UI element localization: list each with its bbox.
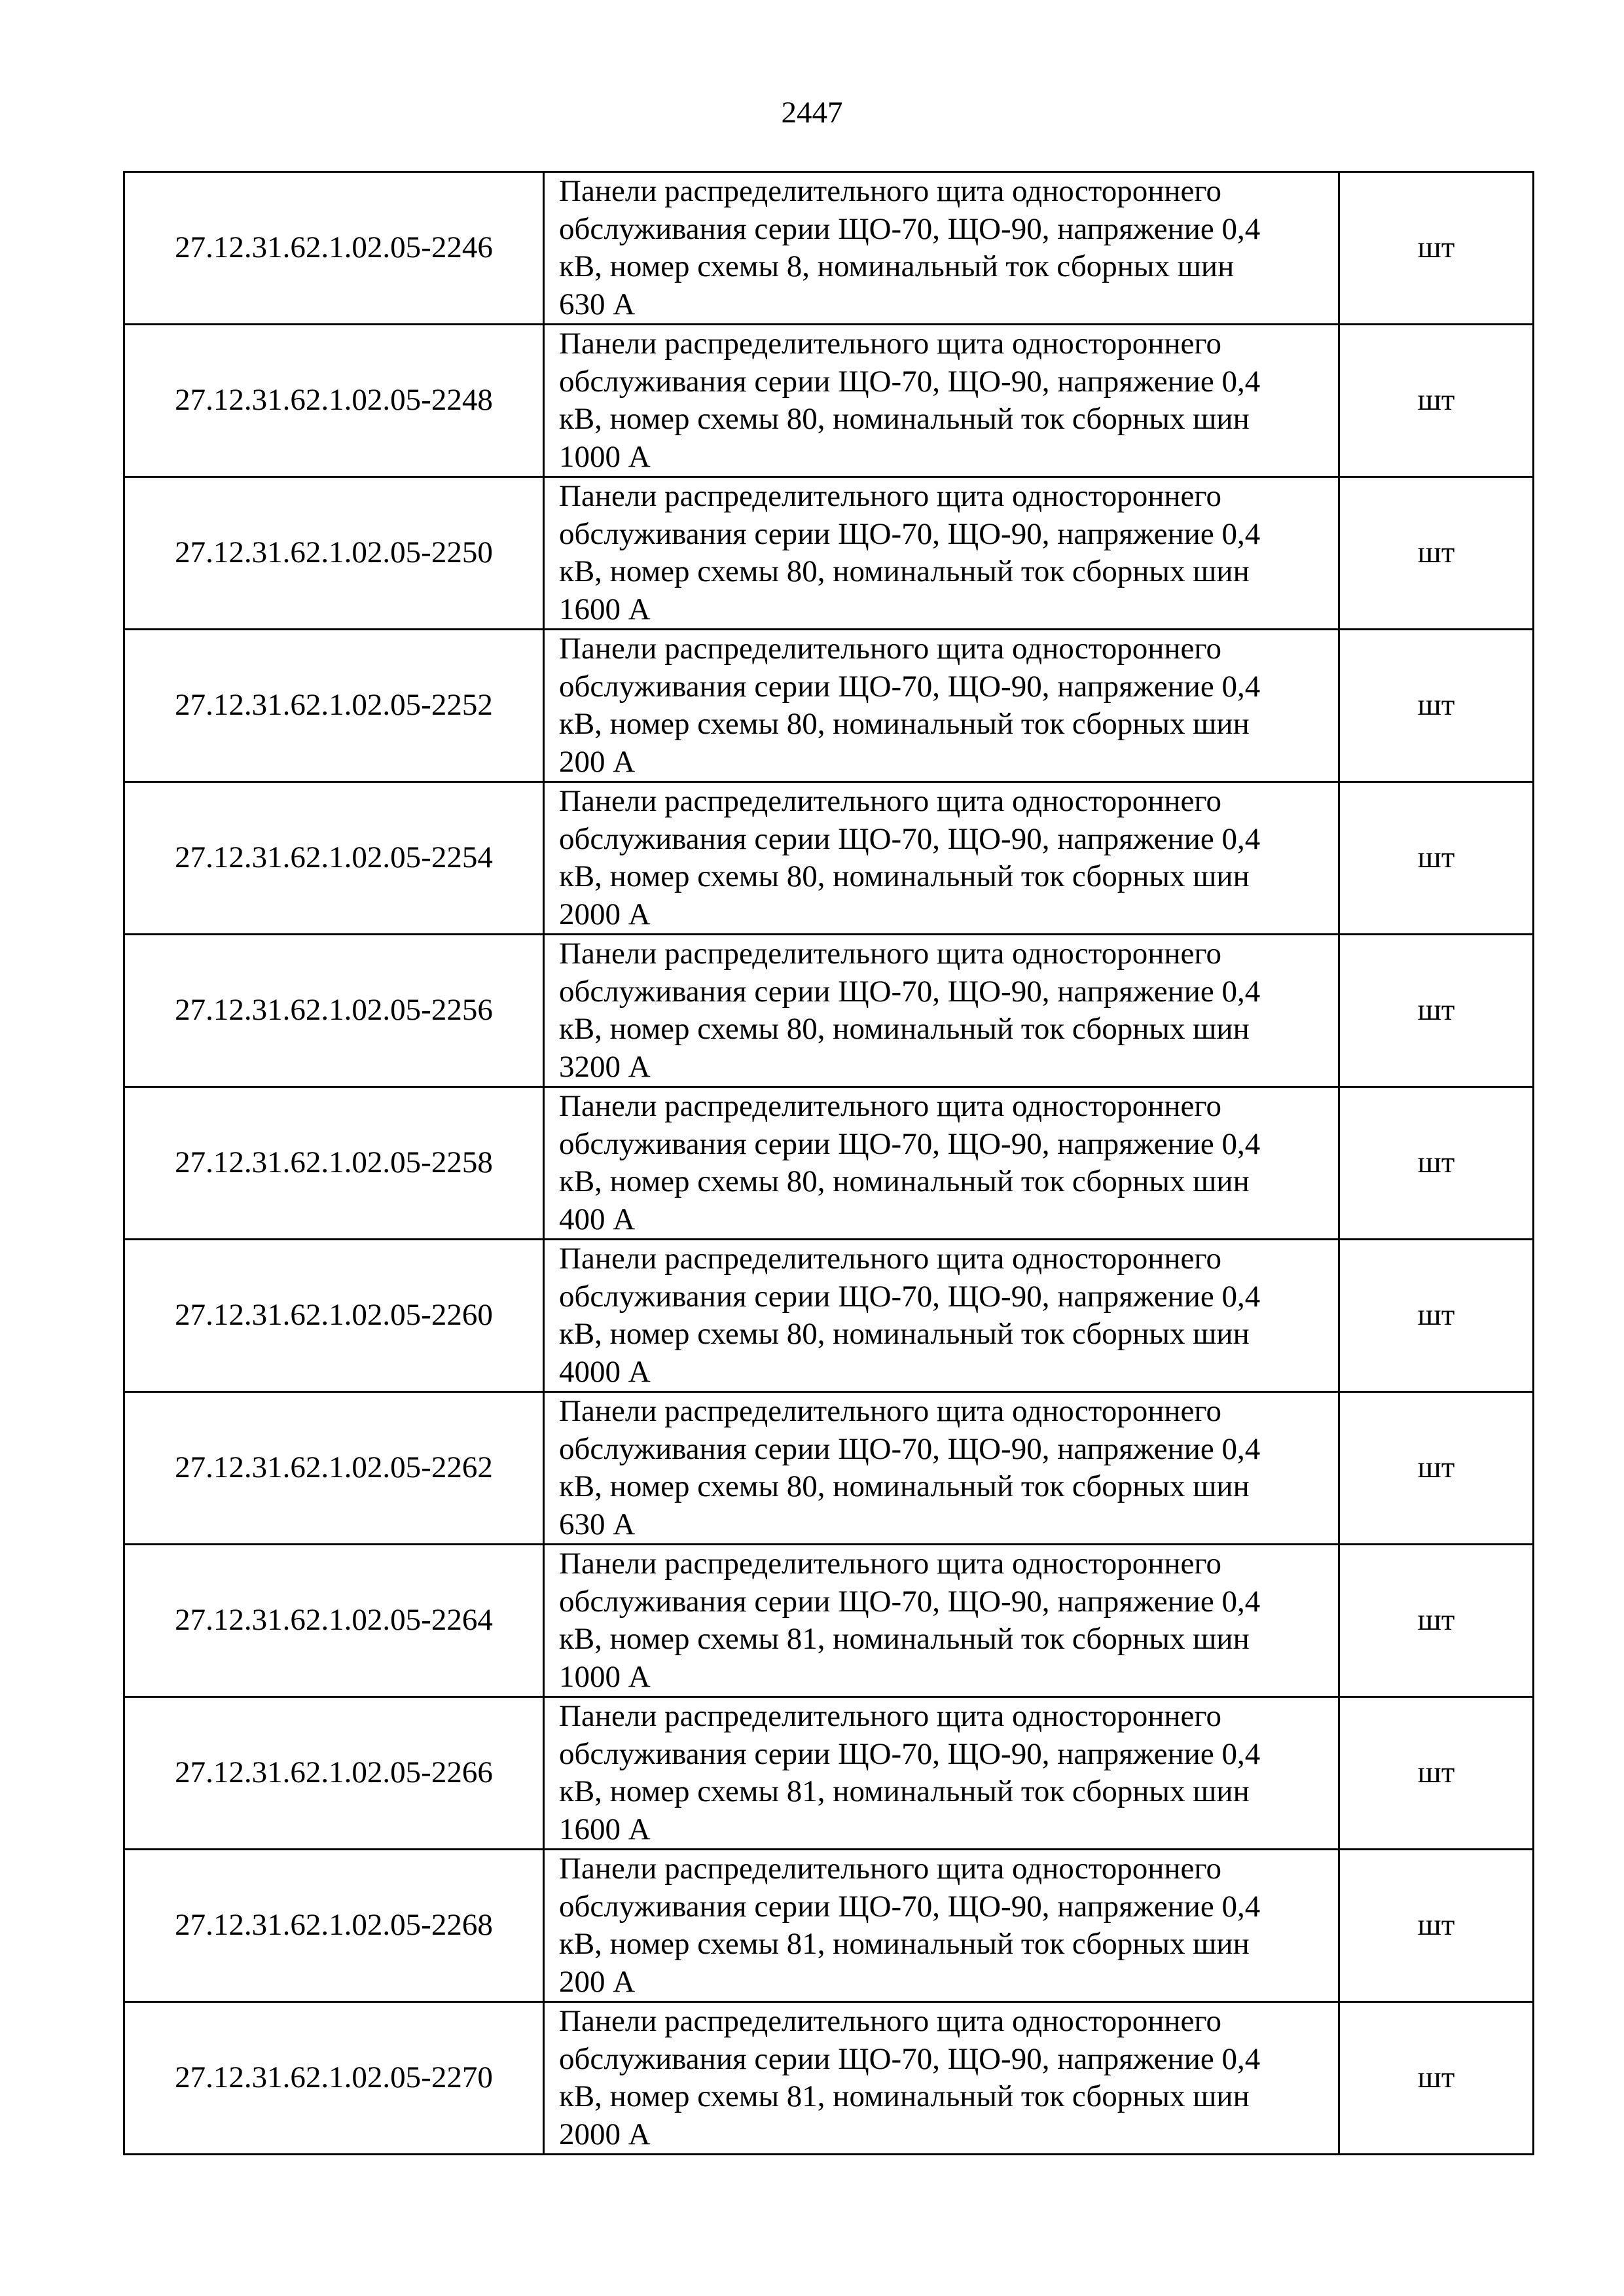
description-line: Панели распределительного щита одностороннего xyxy=(559,1852,1221,1886)
description-line: кВ, номер схемы 8, номинальный ток сборных шин xyxy=(559,249,1235,283)
resource-code-cell: 27.12.31.62.1.02.05-2266 xyxy=(124,1697,544,1850)
description-line: обслуживания серии ЩО-70, ЩО-90, напряжение 0,4 xyxy=(559,1279,1261,1314)
description-line: кВ, номер схемы 80, номинальный ток сборных шин xyxy=(559,1164,1250,1198)
resource-description-cell xyxy=(544,782,1339,935)
unit-cell: шт xyxy=(1339,1087,1534,1240)
description-line: кВ, номер схемы 80, номинальный ток сборных шин xyxy=(559,1317,1250,1351)
description-line: 1600 А xyxy=(559,1812,651,1846)
resource-description-cell xyxy=(544,477,1339,630)
description-line: 1000 А xyxy=(559,1659,651,1694)
description-line: кВ, номер схемы 81, номинальный ток сборных шин xyxy=(559,2079,1250,2113)
description-line: 630 А xyxy=(559,287,636,321)
unit-cell: шт xyxy=(1339,172,1534,325)
unit-cell: шт xyxy=(1339,782,1534,935)
unit-cell: шт xyxy=(1339,325,1534,477)
resource-description-cell xyxy=(544,1545,1339,1697)
description-line: обслуживания серии ЩО-70, ЩО-90, напряжение 0,4 xyxy=(559,821,1261,856)
table-row xyxy=(124,477,1534,630)
description-line: обслуживания серии ЩО-70, ЩО-90, напряжение 0,4 xyxy=(559,1584,1261,1619)
description-line: кВ, номер схемы 80, номинальный ток сборных шин xyxy=(559,1469,1250,1503)
description-line: Панели распределительного щита одностороннего xyxy=(559,327,1221,361)
description-line: кВ, номер схемы 81, номинальный ток сборных шин xyxy=(559,1622,1250,1656)
description-line: кВ, номер схемы 80, номинальный ток сборных шин xyxy=(559,859,1250,893)
description-line: 3200 А xyxy=(559,1049,651,1084)
description-line: обслуживания серии ЩО-70, ЩО-90, напряжение 0,4 xyxy=(559,364,1261,399)
description-line: Панели распределительного щита одностороннего xyxy=(559,174,1221,208)
description-line: обслуживания серии ЩО-70, ЩО-90, напряжение 0,4 xyxy=(559,516,1261,551)
description-line: 200 А xyxy=(559,744,636,779)
resource-description-cell xyxy=(544,1392,1339,1545)
description-line: 630 А xyxy=(559,1507,636,1541)
unit-cell: шт xyxy=(1339,2002,1534,2155)
unit-cell: шт xyxy=(1339,1545,1534,1697)
table-row xyxy=(124,782,1534,935)
unit-cell: шт xyxy=(1339,1850,1534,2002)
resource-code-cell: 27.12.31.62.1.02.05-2262 xyxy=(124,1392,544,1545)
resource-code-cell: 27.12.31.62.1.02.05-2258 xyxy=(124,1087,544,1240)
description-line: Панели распределительного щита одностороннего xyxy=(559,2004,1221,2038)
resource-description-cell xyxy=(544,172,1339,325)
table-row xyxy=(124,2002,1534,2155)
resource-code-cell: 27.12.31.62.1.02.05-2270 xyxy=(124,2002,544,2155)
description-line: Панели распределительного щита одностороннего xyxy=(559,1394,1221,1428)
table-row xyxy=(124,172,1534,325)
description-line: 200 А xyxy=(559,1964,636,1999)
page-number: 2447 xyxy=(781,96,843,130)
table-row xyxy=(124,1240,1534,1392)
resource-description-cell xyxy=(544,2002,1339,2155)
description-line: 4000 А xyxy=(559,1354,651,1389)
resource-description-cell xyxy=(544,1697,1339,1850)
description-line: Панели распределительного щита одностороннего xyxy=(559,479,1221,513)
resource-code-cell: 27.12.31.62.1.02.05-2256 xyxy=(124,935,544,1087)
unit-cell: шт xyxy=(1339,1697,1534,1850)
resource-table xyxy=(123,171,1534,2155)
description-line: 400 А xyxy=(559,1202,636,1236)
unit-cell: шт xyxy=(1339,630,1534,782)
description-line: обслуживания серии ЩО-70, ЩО-90, напряжение 0,4 xyxy=(559,2041,1261,2076)
description-line: обслуживания серии ЩО-70, ЩО-90, напряжение 0,4 xyxy=(559,1736,1261,1771)
resource-code-cell: 27.12.31.62.1.02.05-2268 xyxy=(124,1850,544,2002)
description-line: обслуживания серии ЩО-70, ЩО-90, напряжение 0,4 xyxy=(559,1126,1261,1161)
description-line: 1600 А xyxy=(559,592,651,626)
description-line: 2000 А xyxy=(559,897,651,931)
resource-description-cell xyxy=(544,1087,1339,1240)
description-line: 2000 А xyxy=(559,2117,651,2151)
table-body xyxy=(124,172,1534,2155)
description-line: обслуживания серии ЩО-70, ЩО-90, напряжение 0,4 xyxy=(559,1889,1261,1924)
description-line: кВ, номер схемы 80, номинальный ток сборных шин xyxy=(559,707,1250,741)
resource-code-cell: 27.12.31.62.1.02.05-2246 xyxy=(124,172,544,325)
unit-cell: шт xyxy=(1339,1240,1534,1392)
description-line: кВ, номер схемы 81, номинальный ток сборных шин xyxy=(559,1774,1250,1808)
table-row xyxy=(124,935,1534,1087)
description-line: кВ, номер схемы 81, номинальный ток сборных шин xyxy=(559,1927,1250,1961)
table-row xyxy=(124,1087,1534,1240)
resource-code-cell: 27.12.31.62.1.02.05-2254 xyxy=(124,782,544,935)
resource-code-cell: 27.12.31.62.1.02.05-2260 xyxy=(124,1240,544,1392)
description-line: Панели распределительного щита одностороннего xyxy=(559,632,1221,666)
table-row xyxy=(124,1392,1534,1545)
resource-description-cell xyxy=(544,1850,1339,2002)
description-line: кВ, номер схемы 80, номинальный ток сборных шин xyxy=(559,402,1250,436)
resource-description-cell xyxy=(544,1240,1339,1392)
description-line: обслуживания серии ЩО-70, ЩО-90, напряжение 0,4 xyxy=(559,669,1261,704)
description-line: кВ, номер схемы 80, номинальный ток сборных шин xyxy=(559,1012,1250,1046)
description-line: Панели распределительного щита одностороннего xyxy=(559,1699,1221,1733)
unit-cell: шт xyxy=(1339,935,1534,1087)
resource-description-cell xyxy=(544,935,1339,1087)
description-line: обслуживания серии ЩО-70, ЩО-90, напряжение 0,4 xyxy=(559,211,1261,246)
resource-code-cell: 27.12.31.62.1.02.05-2252 xyxy=(124,630,544,782)
resource-description-cell xyxy=(544,325,1339,477)
table-row xyxy=(124,1850,1534,2002)
resource-code-cell: 27.12.31.62.1.02.05-2264 xyxy=(124,1545,544,1697)
unit-cell: шт xyxy=(1339,1392,1534,1545)
table-row xyxy=(124,630,1534,782)
description-line: обслуживания серии ЩО-70, ЩО-90, напряжение 0,4 xyxy=(559,974,1261,1009)
resource-code-cell: 27.12.31.62.1.02.05-2250 xyxy=(124,477,544,630)
table-row xyxy=(124,1697,1534,1850)
description-line: Панели распределительного щита одностороннего xyxy=(559,1242,1221,1276)
resource-code-cell: 27.12.31.62.1.02.05-2248 xyxy=(124,325,544,477)
table-row xyxy=(124,1545,1534,1697)
description-line: 1000 А xyxy=(559,439,651,474)
description-line: Панели распределительного щита одностороннего xyxy=(559,1089,1221,1123)
resource-description-cell xyxy=(544,630,1339,782)
description-line: Панели распределительного щита одностороннего xyxy=(559,937,1221,971)
description-line: Панели распределительного щита одностороннего xyxy=(559,1547,1221,1581)
table-row xyxy=(124,325,1534,477)
description-line: кВ, номер схемы 80, номинальный ток сборных шин xyxy=(559,554,1250,588)
description-line: обслуживания серии ЩО-70, ЩО-90, напряжение 0,4 xyxy=(559,1431,1261,1466)
description-line: Панели распределительного щита одностороннего xyxy=(559,784,1221,818)
unit-cell: шт xyxy=(1339,477,1534,630)
